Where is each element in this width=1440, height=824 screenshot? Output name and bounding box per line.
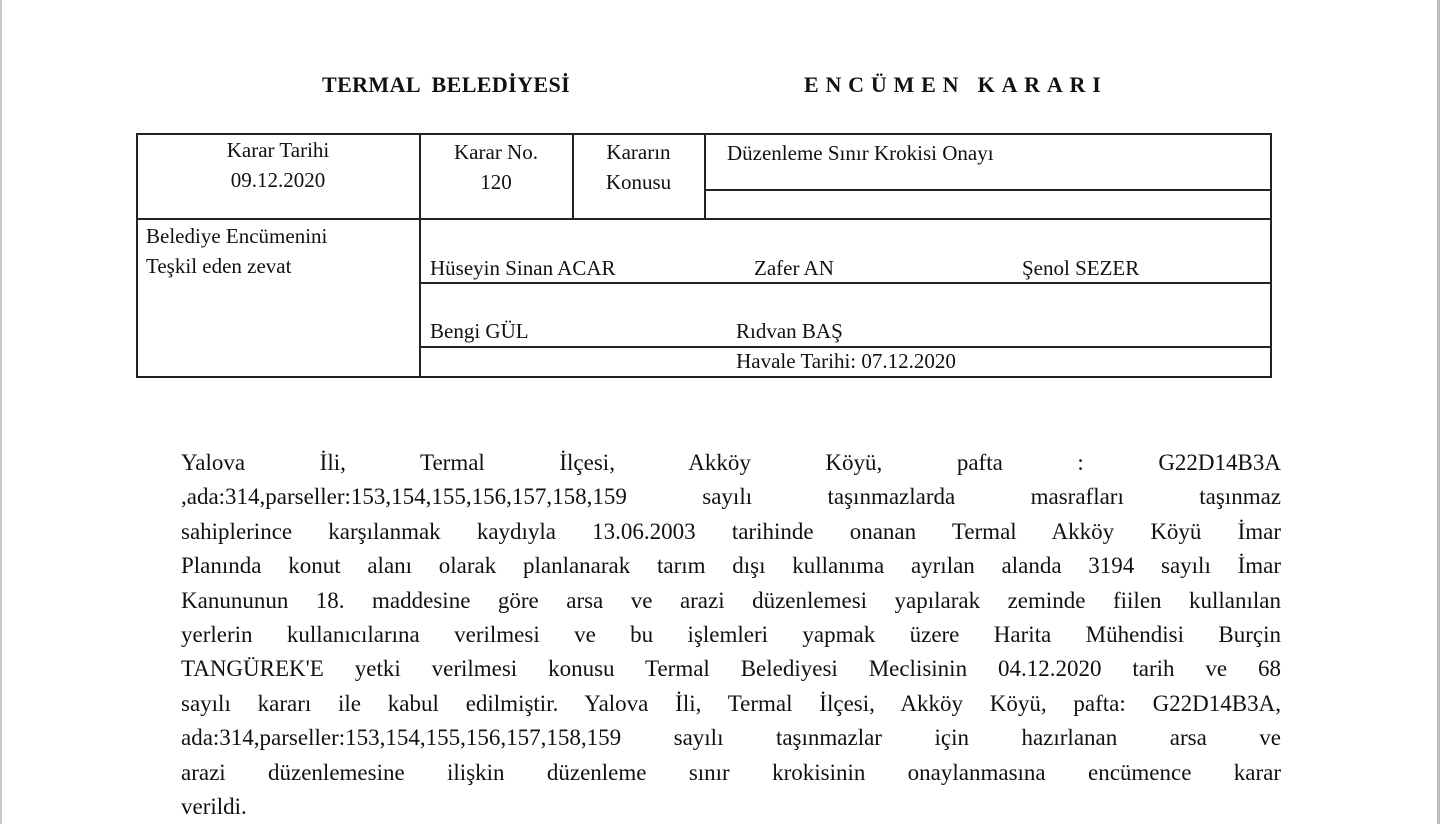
subject-label-line-2: Konusu	[605, 170, 672, 194]
table-border-right	[1270, 133, 1272, 378]
body-line: sayılı kararı ile kabul edilmiştir. Yalova İli, Termal İlçesi, Akköy Köyü, pafta: G22D14B3A,	[181, 690, 1281, 716]
decision-body-text	[181, 446, 1281, 824]
body-line: TANGÜREK'E yetki verilmesi konusu Termal Belediyesi Meclisinin 04.12.2020 tarih ve 68	[181, 656, 1281, 682]
column-divider-3	[704, 133, 706, 219]
member-name: Hüseyin Sinan ACAR	[430, 256, 616, 280]
body-line: verildi.	[181, 794, 247, 820]
decision-date-value: 09.12.2020	[230, 168, 326, 192]
decision-number-value: 120	[480, 170, 512, 194]
member-name: Bengi GÜL	[430, 319, 529, 343]
body-line: Planında konut alanı olarak planlanarak tarım dışı kullanıma ayrılan alanda 3194 sayılı İmar	[181, 553, 1281, 579]
subject-label-cell	[573, 137, 704, 197]
decision-number-label: Karar No.	[454, 140, 538, 164]
body-line: ada:314,parseller:153,154,155,156,157,158,159 sayılı taşınmazlar için hazırlanan arsa ve	[181, 725, 1281, 751]
subject-value: Düzenleme Sınır Krokisi Onayı	[727, 141, 994, 165]
municipality-title: TERMAL BELEDİYESİ	[322, 72, 571, 97]
body-line: ,ada:314,parseller:153,154,155,156,157,158,159 sayılı taşınmazlarda masrafları taşınmaz	[181, 484, 1281, 510]
council-label	[146, 221, 327, 281]
referral-date: Havale Tarihi: 07.12.2020	[736, 349, 956, 373]
member-name: Rıdvan BAŞ	[736, 319, 843, 343]
body-line: sahiplerince karşılanmak kaydıyla 13.06.2003 tarihinde onanan Termal Akköy Köyü İmar	[181, 518, 1281, 544]
decision-number-cell	[420, 137, 572, 197]
decision-date-label: Karar Tarihi	[226, 138, 330, 162]
member-name: Zafer AN	[754, 256, 834, 280]
page-edge-left	[0, 0, 2, 824]
body-line: Yalova İli, Termal İlçesi, Akköy Köyü, pafta : G22D14B3A	[181, 450, 1281, 475]
council-label-line-1: Belediye Encümenini	[146, 224, 328, 248]
council-label-line-2: Teşkil eden zevat	[146, 254, 292, 278]
decision-info-table	[136, 133, 1272, 378]
body-line: arazi düzenlemesine ilişkin düzenleme sınır krokisinin onaylanmasına encümence karar	[181, 759, 1281, 785]
member-name: Şenol SEZER	[1022, 256, 1140, 280]
document-type-title: ENCÜMEN KARARI	[804, 72, 1108, 97]
subject-label-line-1: Kararın	[606, 140, 671, 164]
subject-inner-rule	[705, 189, 1272, 191]
decision-date-cell	[136, 135, 420, 195]
table-border-bottom	[136, 376, 1272, 378]
body-line: Kanununun 18. maddesine göre arsa ve arazi düzenlemesi yapılarak zeminde fiilen kullanılan	[181, 587, 1281, 613]
body-line: yerlerin kullanıcılarına verilmesi ve bu işlemleri yapmak üzere Harita Mühendisi Burçin	[181, 622, 1281, 648]
